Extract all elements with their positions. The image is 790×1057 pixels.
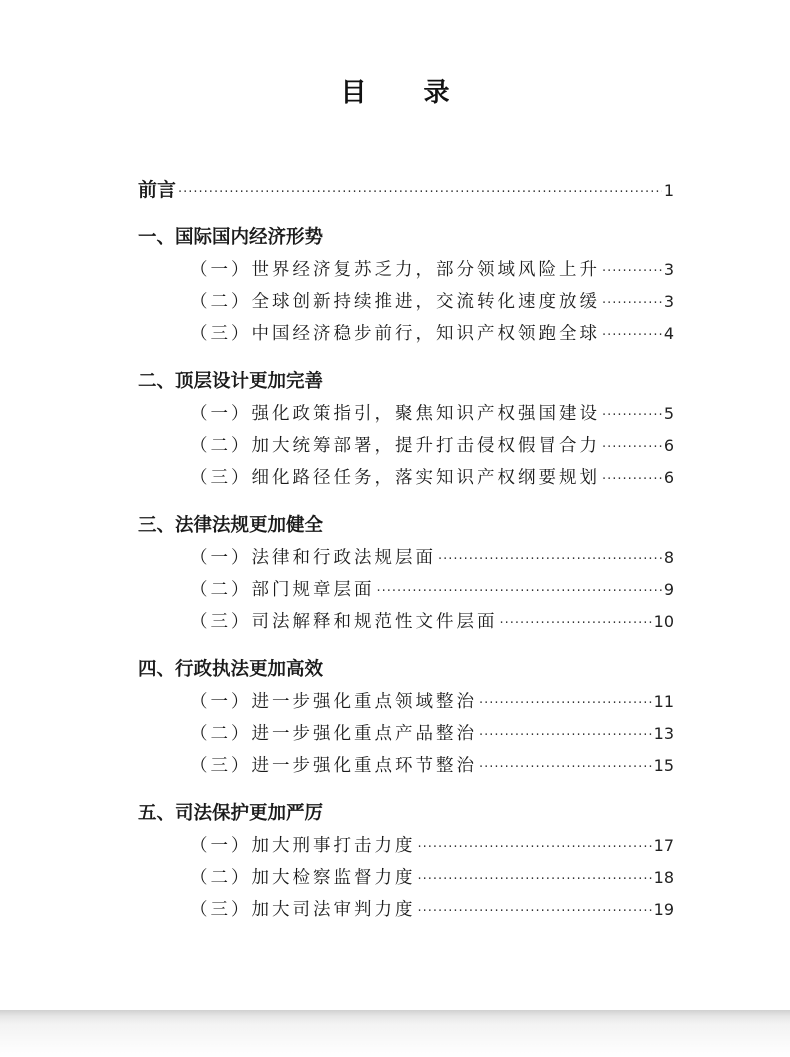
toc-entry-label: （二）全球创新持续推进，交流转化速度放缓: [190, 292, 600, 312]
toc-entry-label: （二）进一步强化重点产品整治: [190, 724, 477, 744]
toc-section-heading[interactable]: 五、司法保护更加严厉: [138, 803, 324, 824]
dot-leader: [500, 608, 652, 640]
dot-leader: [479, 752, 652, 784]
toc-entry-label: （一）加大刑事打击力度: [190, 836, 416, 856]
toc-page-number: 3: [663, 292, 674, 311]
dot-leader: [418, 832, 652, 864]
toc-page-number: 18: [653, 868, 674, 887]
dot-leader: [479, 688, 652, 720]
dot-leader: [438, 544, 662, 576]
toc-entry-label: （三）中国经济稳步前行，知识产权领跑全球: [190, 324, 600, 344]
toc-entry[interactable]: [138, 398, 674, 430]
toc-entry[interactable]: [138, 286, 674, 318]
toc-page-number: 11: [653, 692, 674, 711]
toc-entry-label: 前言: [138, 179, 177, 201]
dot-leader: [418, 864, 652, 896]
page-bottom-edge: [0, 1010, 790, 1057]
toc-entry[interactable]: [138, 430, 674, 462]
toc-entry-label: （二）加大检察监督力度: [190, 868, 416, 888]
toc-entry[interactable]: [138, 606, 674, 638]
toc-entry[interactable]: [138, 750, 674, 782]
toc-entry[interactable]: [138, 830, 674, 862]
toc-section-heading[interactable]: 二、顶层设计更加完善: [138, 371, 324, 392]
toc-entry[interactable]: [138, 254, 674, 286]
toc-entry-label: （一）法律和行政法规层面: [190, 548, 436, 568]
toc-entry[interactable]: [138, 574, 674, 606]
toc-entry-label: （三）司法解释和规范性文件层面: [190, 612, 498, 632]
toc-entry[interactable]: [138, 718, 674, 750]
dot-leader: [479, 720, 652, 752]
dot-leader: [178, 177, 662, 209]
toc-entry[interactable]: [138, 542, 674, 574]
dot-leader: [418, 896, 652, 928]
toc-page-number: 17: [653, 836, 674, 855]
toc-section-heading[interactable]: 四、行政执法更加高效: [138, 659, 324, 680]
dot-leader: [602, 256, 662, 288]
dot-leader: [602, 464, 662, 496]
page-title: 目 录: [340, 78, 474, 108]
toc-page-number: 3: [663, 260, 674, 279]
toc-entry[interactable]: [138, 318, 674, 350]
toc-page-number: 5: [663, 404, 674, 423]
toc-entry-label: （一）强化政策指引，聚焦知识产权强国建设: [190, 404, 600, 424]
toc-page-number: 1: [663, 181, 674, 200]
toc-page-number: 6: [663, 468, 674, 487]
toc-entry-label: （一）世界经济复苏乏力，部分领域风险上升: [190, 260, 600, 280]
toc-entry[interactable]: [138, 686, 674, 718]
toc-page-number: 15: [653, 756, 674, 775]
dot-leader: [602, 432, 662, 464]
toc-page-number: 8: [663, 548, 674, 567]
toc-entry-label: （三）细化路径任务，落实知识产权纲要规划: [190, 468, 600, 488]
toc-page-number: 13: [653, 724, 674, 743]
toc-section-heading[interactable]: 一、国际国内经济形势: [138, 227, 324, 248]
toc-page-number: 10: [653, 612, 674, 631]
toc-entry-label: （二）部门规章层面: [190, 580, 375, 600]
toc-entry-label: （二）加大统筹部署，提升打击侵权假冒合力: [190, 436, 600, 456]
table-of-contents: [138, 174, 674, 926]
toc-entry-label: （一）进一步强化重点领域整治: [190, 692, 477, 712]
toc-entry[interactable]: [138, 894, 674, 926]
toc-page-number: 19: [653, 900, 674, 919]
toc-entry[interactable]: [138, 862, 674, 894]
dot-leader: [602, 320, 662, 352]
dot-leader: [602, 400, 662, 432]
toc-page-number: 4: [663, 324, 674, 343]
dot-leader: [602, 288, 662, 320]
toc-entry[interactable]: [138, 462, 674, 494]
dot-leader: [377, 576, 662, 608]
toc-entry-label: （三）加大司法审判力度: [190, 900, 416, 920]
toc-entry-preface[interactable]: [138, 174, 674, 206]
toc-page-number: 9: [663, 580, 674, 599]
toc-section-heading[interactable]: 三、法律法规更加健全: [138, 515, 324, 536]
toc-entry-label: （三）进一步强化重点环节整治: [190, 756, 477, 776]
toc-page-number: 6: [663, 436, 674, 455]
